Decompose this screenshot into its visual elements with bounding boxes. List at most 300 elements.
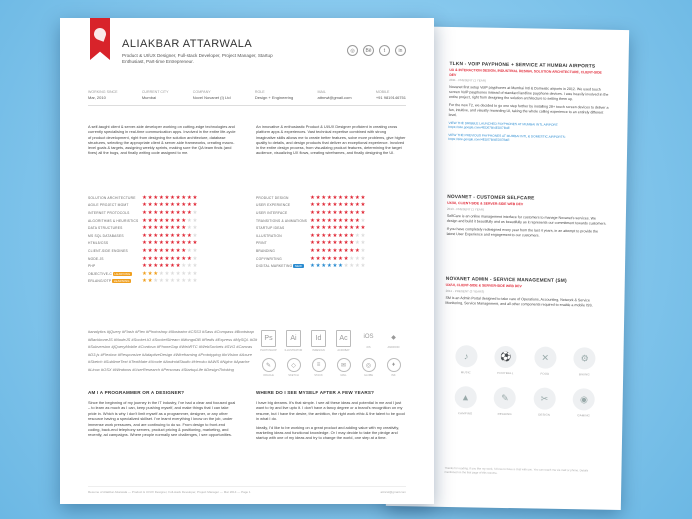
star-icon: ★ bbox=[164, 278, 170, 285]
info-value: Mumbai bbox=[141, 95, 157, 100]
skill-badge: NEW bbox=[294, 264, 303, 269]
star-icon: ★ bbox=[338, 255, 344, 262]
star-icon: ★ bbox=[186, 270, 192, 277]
star-rating bbox=[310, 225, 366, 231]
job-date: 2011 - PRESENT (1 YEAR) bbox=[449, 78, 486, 83]
star-icon: ★ bbox=[326, 247, 332, 254]
star-icon: ★ bbox=[186, 202, 192, 209]
star-icon: ★ bbox=[321, 202, 327, 209]
star-icon: ★ bbox=[186, 247, 192, 254]
star-rating bbox=[142, 210, 198, 216]
star-icon: ★ bbox=[315, 263, 321, 270]
star-icon: ★ bbox=[338, 194, 344, 201]
skill-row bbox=[88, 217, 238, 225]
star-icon: ★ bbox=[343, 209, 349, 216]
skill-row bbox=[88, 202, 238, 210]
star-icon: ★ bbox=[158, 255, 164, 262]
twitter-icon[interactable]: t bbox=[379, 45, 390, 56]
tool-label: PHOTOSHOP bbox=[260, 349, 277, 352]
star-icon: ★ bbox=[142, 263, 148, 270]
star-icon: ★ bbox=[164, 225, 170, 232]
resume-name: ALIAKBAR ATTARWALA bbox=[122, 38, 253, 50]
star-icon: ★ bbox=[153, 278, 159, 285]
behance-icon[interactable]: Bē bbox=[363, 45, 374, 56]
football-icon: ⚽ bbox=[495, 346, 517, 368]
tool-item bbox=[381, 330, 406, 352]
star-icon: ★ bbox=[153, 255, 159, 262]
star-icon: ★ bbox=[158, 263, 164, 270]
star-icon: ★ bbox=[310, 255, 316, 262]
star-icon: ★ bbox=[315, 225, 321, 232]
info-label: CURRENT CITY bbox=[141, 90, 169, 94]
skill-row bbox=[256, 262, 406, 270]
star-icon: ★ bbox=[192, 194, 198, 201]
star-icon: ★ bbox=[326, 263, 332, 270]
job-role: UX/UI, CLIENT-SIDE & SERVER-SIDE WEB DEV bbox=[447, 200, 524, 207]
info-label: WORKING SINCE bbox=[88, 90, 118, 94]
star-icon: ★ bbox=[354, 247, 360, 254]
hobby-item bbox=[485, 387, 525, 417]
star-icon: ★ bbox=[349, 194, 355, 201]
star-icon: ★ bbox=[175, 240, 181, 247]
star-icon: ★ bbox=[175, 217, 181, 224]
hobby-item bbox=[524, 387, 564, 417]
star-icon: ★ bbox=[315, 247, 321, 254]
star-rating bbox=[310, 263, 366, 269]
star-icon: ★ bbox=[343, 240, 349, 247]
star-icon: ★ bbox=[192, 255, 198, 262]
dribbble-icon[interactable]: ◎ bbox=[347, 45, 358, 56]
developer-summary: A self-taught client & server-side developer working on cutting-edge technologies and currently specialising in real-time communication apps. Involved in the entire life-cycle of product development, right from designing the solution architecture, database structures, selecting the appropriate client & server-side frameworks, creating macro-level goals & targets, assigning weekly sprints, making sure the QA team finds (and fixes) all the bugs, and finally writing code assigned to me. bbox=[88, 124, 236, 156]
tool-item bbox=[331, 358, 356, 377]
star-icon: ★ bbox=[349, 225, 355, 232]
star-icon: ★ bbox=[343, 217, 349, 224]
skill-label: PHP bbox=[88, 264, 96, 269]
star-icon: ★ bbox=[170, 217, 176, 224]
star-rating bbox=[142, 271, 198, 277]
star-icon: ★ bbox=[158, 240, 164, 247]
info-item bbox=[142, 90, 169, 100]
star-rating bbox=[142, 195, 198, 201]
star-icon: ★ bbox=[164, 194, 170, 201]
skill-label: USER EXPERIENCE bbox=[256, 203, 291, 208]
info-value: Mar, 2010 bbox=[88, 95, 106, 100]
sketch-icon: ◇ bbox=[287, 358, 301, 372]
job-link[interactable]: VIEW THE DRIBBLE LAUNCHED PAYPHONES AT MUMBAI INTL AIRPORT: https://site.google.com/4ED07B/4ED07B4E bbox=[448, 121, 559, 131]
qa-answer: Since the beginning of my journey in the IT industry, I've had a clear and focused goal – to learn as much as I can, keep pushing myself, and make things that I can take pride in. Which is why I don't limit myself as a programmer, designer, or any other resource having a specialized skillset. I've learnt everything I know on the job, under immense work pressures, and are continuing to do so. From design to front-end coding, back-end telephony servers, product pricing & positioning, marketing, and recently, ad campaigns. Where people normally see challenges, I see opportunities. bbox=[88, 400, 236, 438]
star-icon: ★ bbox=[343, 247, 349, 254]
design-skills-list bbox=[256, 194, 406, 270]
star-icon: ★ bbox=[343, 194, 349, 201]
skill-label: OBJECTIVE-C LEARNING bbox=[88, 271, 131, 276]
star-icon: ★ bbox=[310, 247, 316, 254]
linkedin-icon[interactable]: in bbox=[395, 45, 406, 56]
star-icon: ★ bbox=[164, 270, 170, 277]
star-icon: ★ bbox=[360, 247, 366, 254]
star-icon: ★ bbox=[181, 202, 187, 209]
illustrator-icon: Ai bbox=[286, 330, 301, 347]
star-icon: ★ bbox=[170, 278, 176, 285]
star-rating bbox=[310, 210, 366, 216]
tools-grid bbox=[256, 330, 406, 377]
star-icon: ★ bbox=[181, 263, 187, 270]
star-icon: ★ bbox=[142, 209, 148, 216]
star-icon: ★ bbox=[349, 263, 355, 270]
tool-label: STACK bbox=[314, 374, 323, 377]
job-tlkn bbox=[448, 62, 609, 147]
star-icon: ★ bbox=[360, 263, 366, 270]
star-icon: ★ bbox=[158, 194, 164, 201]
tool-item bbox=[381, 358, 406, 377]
star-icon: ★ bbox=[181, 217, 187, 224]
star-icon: ★ bbox=[181, 240, 187, 247]
star-icon: ★ bbox=[321, 255, 327, 262]
star-icon: ★ bbox=[142, 232, 148, 239]
skill-badge: LEARNING bbox=[113, 279, 130, 284]
star-icon: ★ bbox=[354, 240, 360, 247]
star-icon: ★ bbox=[349, 232, 355, 239]
skill-row bbox=[88, 255, 238, 263]
star-icon: ★ bbox=[321, 232, 327, 239]
star-icon: ★ bbox=[338, 225, 344, 232]
tool-item bbox=[281, 330, 306, 352]
star-icon: ★ bbox=[360, 194, 366, 201]
skill-row bbox=[256, 224, 406, 232]
star-icon: ★ bbox=[164, 209, 170, 216]
job-title: NOVANET - CUSTOMER SELFCARE bbox=[447, 194, 535, 202]
info-item bbox=[317, 90, 351, 100]
info-label: MOBILE bbox=[375, 90, 390, 94]
star-icon: ★ bbox=[360, 202, 366, 209]
star-icon: ★ bbox=[153, 209, 159, 216]
star-icon: ★ bbox=[147, 247, 153, 254]
star-icon: ★ bbox=[186, 240, 192, 247]
star-icon: ★ bbox=[164, 263, 170, 270]
skill-row bbox=[88, 224, 238, 232]
star-icon: ★ bbox=[186, 232, 192, 239]
dev-skills-list bbox=[88, 194, 238, 285]
star-icon: ★ bbox=[326, 209, 332, 216]
star-icon: ★ bbox=[153, 232, 159, 239]
stack-icon: ≡ bbox=[312, 358, 326, 372]
tool-label: ILLUSTRATOR bbox=[284, 349, 303, 352]
qa-title: AM I A PROGRAMMER OR A DESIGNER? bbox=[88, 390, 185, 395]
tool-item bbox=[331, 330, 356, 352]
hobby-label: GAMING bbox=[577, 413, 590, 418]
star-rating bbox=[310, 218, 366, 224]
star-icon: ★ bbox=[186, 194, 192, 201]
info-label: MAIL bbox=[317, 90, 326, 94]
info-value: attnrwl@gmail.com bbox=[317, 95, 352, 100]
mail-icon: ✉ bbox=[337, 358, 351, 372]
skill-row bbox=[88, 270, 238, 278]
bookmark-ribbon-logo bbox=[90, 18, 110, 60]
skill-row bbox=[256, 247, 406, 255]
skill-label: ALGORITHMS & HEURISTICS bbox=[88, 218, 139, 223]
star-icon: ★ bbox=[338, 217, 344, 224]
skill-row bbox=[88, 209, 238, 217]
contact-info-bar bbox=[88, 90, 406, 106]
star-icon: ★ bbox=[326, 202, 332, 209]
star-icon: ★ bbox=[315, 217, 321, 224]
star-icon: ★ bbox=[310, 202, 316, 209]
star-icon: ★ bbox=[332, 194, 338, 201]
hobbies-grid bbox=[445, 345, 604, 418]
hobby-label: BIKING bbox=[579, 372, 590, 377]
star-rating bbox=[142, 248, 198, 254]
hobby-item bbox=[564, 388, 604, 418]
star-icon: ★ bbox=[326, 225, 332, 232]
star-icon: ★ bbox=[192, 263, 198, 270]
star-rating bbox=[310, 202, 366, 208]
star-rating bbox=[310, 256, 366, 262]
skill-row bbox=[256, 202, 406, 210]
star-icon: ★ bbox=[142, 247, 148, 254]
star-icon: ★ bbox=[175, 209, 181, 216]
star-icon: ★ bbox=[354, 194, 360, 201]
star-icon: ★ bbox=[153, 225, 159, 232]
star-icon: ★ bbox=[153, 217, 159, 224]
star-icon: ★ bbox=[310, 225, 316, 232]
star-icon: ★ bbox=[332, 240, 338, 247]
skill-label: MS SQL DATABASES bbox=[88, 233, 124, 238]
star-icon: ★ bbox=[175, 202, 181, 209]
tool-item bbox=[306, 330, 331, 352]
star-icon: ★ bbox=[315, 209, 321, 216]
star-icon: ★ bbox=[158, 217, 164, 224]
tool-item bbox=[256, 358, 281, 377]
job-description: SM is an Admin Portal designed to take care of Operations, Accounting, Network & Service Monitoring, Service Management, and all other components required to enable a mobile ISS. bbox=[445, 295, 593, 308]
skill-label: HTML5/CSS bbox=[88, 241, 109, 246]
star-icon: ★ bbox=[186, 278, 192, 285]
page-footer bbox=[88, 486, 406, 494]
hobby-item bbox=[525, 346, 565, 376]
star-icon: ★ bbox=[181, 270, 187, 277]
star-icon: ★ bbox=[332, 217, 338, 224]
info-value: Design + Engineering bbox=[254, 95, 294, 100]
star-icon: ★ bbox=[142, 240, 148, 247]
star-icon: ★ bbox=[354, 217, 360, 224]
star-icon: ★ bbox=[354, 232, 360, 239]
job-description: SelfCare is an online management interface for customers to manage Novanet's services. We design and build it beautifully and as beautifully as it represents our commitment towards customers. bbox=[446, 213, 607, 226]
star-icon: ★ bbox=[321, 194, 327, 201]
tool-item bbox=[356, 358, 381, 377]
footnote: Thanks for reading. If you like my work, I'd love to have a chat with you. You can reach me via mail or phone. Details mentioned on the first page of this resume. bbox=[444, 465, 589, 475]
hobby-label: FOOTBALL bbox=[497, 370, 514, 376]
qa-programmer-designer bbox=[88, 390, 238, 441]
star-icon: ★ bbox=[332, 232, 338, 239]
star-icon: ★ bbox=[338, 209, 344, 216]
footer-email[interactable]: attnrwl@gmail.com bbox=[380, 490, 406, 494]
star-icon: ★ bbox=[332, 225, 338, 232]
star-icon: ★ bbox=[338, 263, 344, 270]
star-icon: ★ bbox=[360, 240, 366, 247]
skill-label: AGILE PROJECT MGMT bbox=[88, 203, 129, 208]
resume-page-1 bbox=[60, 18, 434, 504]
skill-label: PRINT bbox=[256, 241, 267, 246]
tool-label: SKETCH bbox=[288, 374, 299, 377]
star-icon: ★ bbox=[158, 278, 164, 285]
star-icon: ★ bbox=[158, 202, 164, 209]
star-icon: ★ bbox=[164, 202, 170, 209]
job-description: Novanet first setup VoIP payphones at Mumbai Intl & Domestic airports in 2012. We used touch screen VoIP payphones instead of standard landline payphone devices. I was heavily involved in the entire project, right from designing the solution architecture to setting them up. bbox=[448, 85, 609, 102]
star-icon: ★ bbox=[186, 225, 192, 232]
star-icon: ★ bbox=[181, 194, 187, 201]
star-rating bbox=[142, 256, 198, 262]
star-icon: ★ bbox=[164, 247, 170, 254]
star-icon: ★ bbox=[332, 247, 338, 254]
job-role: UX & INTERACTION DESIGN, INDUSTRIAL DESIGN, SOLUTION ARCHITECTURE, CLIENT-SIDE DEV bbox=[449, 67, 602, 77]
star-icon: ★ bbox=[170, 194, 176, 201]
info-item bbox=[255, 90, 293, 100]
skill-badge: LEARNING bbox=[114, 271, 131, 276]
globe-icon: ◎ bbox=[362, 358, 376, 372]
star-icon: ★ bbox=[170, 240, 176, 247]
star-icon: ★ bbox=[158, 232, 164, 239]
star-icon: ★ bbox=[153, 247, 159, 254]
star-icon: ★ bbox=[186, 217, 192, 224]
star-icon: ★ bbox=[360, 209, 366, 216]
skill-label: USER INTERFACE bbox=[256, 210, 288, 215]
indesign-icon: Id bbox=[311, 330, 326, 347]
star-icon: ★ bbox=[192, 247, 198, 254]
star-icon: ★ bbox=[158, 209, 164, 216]
star-icon: ★ bbox=[315, 255, 321, 262]
star-icon: ★ bbox=[192, 217, 198, 224]
hobby-label: READING bbox=[497, 411, 512, 417]
star-icon: ★ bbox=[354, 225, 360, 232]
star-icon: ★ bbox=[170, 247, 176, 254]
job-title: NOVANET ADMIN - SERVICE MANAGEMENT (SM) bbox=[445, 276, 567, 285]
star-icon: ★ bbox=[332, 263, 338, 270]
star-rating bbox=[142, 263, 198, 269]
photoshop-icon: Ps bbox=[261, 330, 276, 347]
info-label: COMPANY bbox=[192, 90, 211, 94]
star-icon: ★ bbox=[310, 263, 316, 270]
star-icon: ★ bbox=[354, 263, 360, 270]
info-value: Novel Novanet (I) Ltd bbox=[192, 95, 231, 100]
skill-label: ILLUSTRATION bbox=[256, 233, 282, 238]
star-icon: ★ bbox=[175, 255, 181, 262]
star-icon: ★ bbox=[142, 270, 148, 277]
star-icon: ★ bbox=[142, 194, 148, 201]
skill-row bbox=[88, 278, 238, 286]
star-icon: ★ bbox=[147, 270, 153, 277]
footer-text: Resume of Aliakbar Attarwala — Product & UI/UX Designer, Full-stack Developer, Project Manager — Mar 2014 — Page 1 bbox=[88, 490, 251, 494]
star-icon: ★ bbox=[321, 247, 327, 254]
star-icon: ★ bbox=[310, 240, 316, 247]
job-description: If you have completely redesigned every year from the last 4 years, in an attempt to provide the latest User Experience and engagement to our customers. bbox=[446, 226, 599, 238]
hobby-item bbox=[446, 345, 486, 375]
skill-row bbox=[256, 217, 406, 225]
star-icon: ★ bbox=[338, 240, 344, 247]
star-icon: ★ bbox=[142, 255, 148, 262]
star-icon: ★ bbox=[181, 255, 187, 262]
job-description: For the new T2, we decided to go one step further by installing 28+ touch screen devices to deliver a fun, intuitive, and visually rewarding UI, taking the whole calling experience to an entirely different level. bbox=[448, 103, 609, 118]
logo-icon bbox=[92, 26, 107, 41]
info-item bbox=[376, 90, 406, 100]
star-icon: ★ bbox=[343, 225, 349, 232]
star-icon: ★ bbox=[164, 255, 170, 262]
skill-row bbox=[256, 232, 406, 240]
skill-row bbox=[256, 255, 406, 263]
star-icon: ★ bbox=[175, 247, 181, 254]
star-icon: ★ bbox=[349, 240, 355, 247]
skill-row bbox=[256, 240, 406, 248]
star-icon: ★ bbox=[315, 232, 321, 239]
tool-label: INDESIGN bbox=[312, 349, 325, 352]
star-icon: ★ bbox=[153, 270, 159, 277]
star-icon: ★ bbox=[315, 202, 321, 209]
job-selfcare bbox=[446, 195, 607, 242]
job-title: TLKN - VOIP PAYPHONE + SERVICE AT HUMBAI AIRPORTS bbox=[449, 61, 596, 70]
star-icon: ★ bbox=[321, 225, 327, 232]
social-links bbox=[347, 45, 406, 56]
star-rating bbox=[310, 195, 366, 201]
info-label: ROLE bbox=[254, 90, 265, 94]
skill-label: TRANSITIONS & ANIMATIONS bbox=[256, 218, 308, 223]
star-icon: ★ bbox=[310, 194, 316, 201]
star-icon: ★ bbox=[181, 225, 187, 232]
reading-icon: ✎ bbox=[494, 387, 516, 409]
star-icon: ★ bbox=[158, 270, 164, 277]
acrobat-icon: Ac bbox=[336, 330, 351, 347]
star-icon: ★ bbox=[175, 225, 181, 232]
star-rating bbox=[142, 218, 198, 224]
star-icon: ★ bbox=[181, 278, 187, 285]
star-icon: ★ bbox=[338, 202, 344, 209]
star-icon: ★ bbox=[175, 194, 181, 201]
star-icon: ★ bbox=[332, 255, 338, 262]
star-icon: ★ bbox=[147, 232, 153, 239]
star-icon: ★ bbox=[147, 263, 153, 270]
star-icon: ★ bbox=[186, 263, 192, 270]
star-rating bbox=[310, 248, 366, 254]
hobby-label: FOOD bbox=[540, 371, 550, 376]
job-role: UX/UI, CLIENT-SIDE & SERVER-SIDE WEB DEV bbox=[445, 282, 522, 289]
tool-label: iOS bbox=[366, 346, 371, 349]
skill-label: BRANDING bbox=[256, 248, 276, 253]
star-icon: ★ bbox=[147, 225, 153, 232]
skill-row bbox=[88, 240, 238, 248]
star-icon: ★ bbox=[181, 247, 187, 254]
star-icon: ★ bbox=[147, 278, 153, 285]
star-icon: ★ bbox=[153, 202, 159, 209]
oracle-icon: ✎ bbox=[262, 358, 276, 372]
star-icon: ★ bbox=[349, 217, 355, 224]
star-icon: ★ bbox=[332, 202, 338, 209]
star-icon: ★ bbox=[338, 232, 344, 239]
star-icon: ★ bbox=[326, 217, 332, 224]
qa-answer: I have big dreams. It's that simple. I see all these ideas and potential in me and I just want to try and live upto it. I don't have a fancy degree or a brand's recognition on my resume, but I have the desire, the ambition, the right work ethic & the talent to be good in what I do. bbox=[256, 400, 405, 422]
resume-tagline: Product & UI/UX Designer, Full-stack Developer, Project Manager, Startup Enthusiast, Part-time Entrepreneur. bbox=[122, 53, 273, 64]
skill-row bbox=[88, 194, 238, 202]
star-icon: ★ bbox=[192, 232, 198, 239]
tool-label: ANDROID bbox=[387, 346, 400, 349]
star-icon: ★ bbox=[321, 217, 327, 224]
star-icon: ★ bbox=[192, 202, 198, 209]
star-icon: ★ bbox=[142, 217, 148, 224]
ink-icon: ♦ bbox=[387, 358, 401, 372]
info-value: +91 9819146751 bbox=[375, 95, 406, 100]
star-icon: ★ bbox=[360, 217, 366, 224]
star-icon: ★ bbox=[315, 240, 321, 247]
skill-label: ERLANG/OTP LEARNING bbox=[88, 279, 130, 284]
job-link[interactable]: VIEW THE PREVIOUS PAYPHONES AT MUMBAI INTL & DOMESTIC AIRPORTS: https://site.google.com/4ED07B/4ED07B4E bbox=[448, 132, 566, 143]
hobby-label: MUSIC bbox=[460, 370, 471, 375]
qa-answer: Ideally, I'd like to be working on a great product and adding value with my creativity, marketing ideas and functional knowledge. Or I may decide to take the pledge and startup with one of my ideas and try to change the world, one step at a time. bbox=[256, 424, 400, 441]
tool-label: ORACLE bbox=[263, 374, 274, 377]
